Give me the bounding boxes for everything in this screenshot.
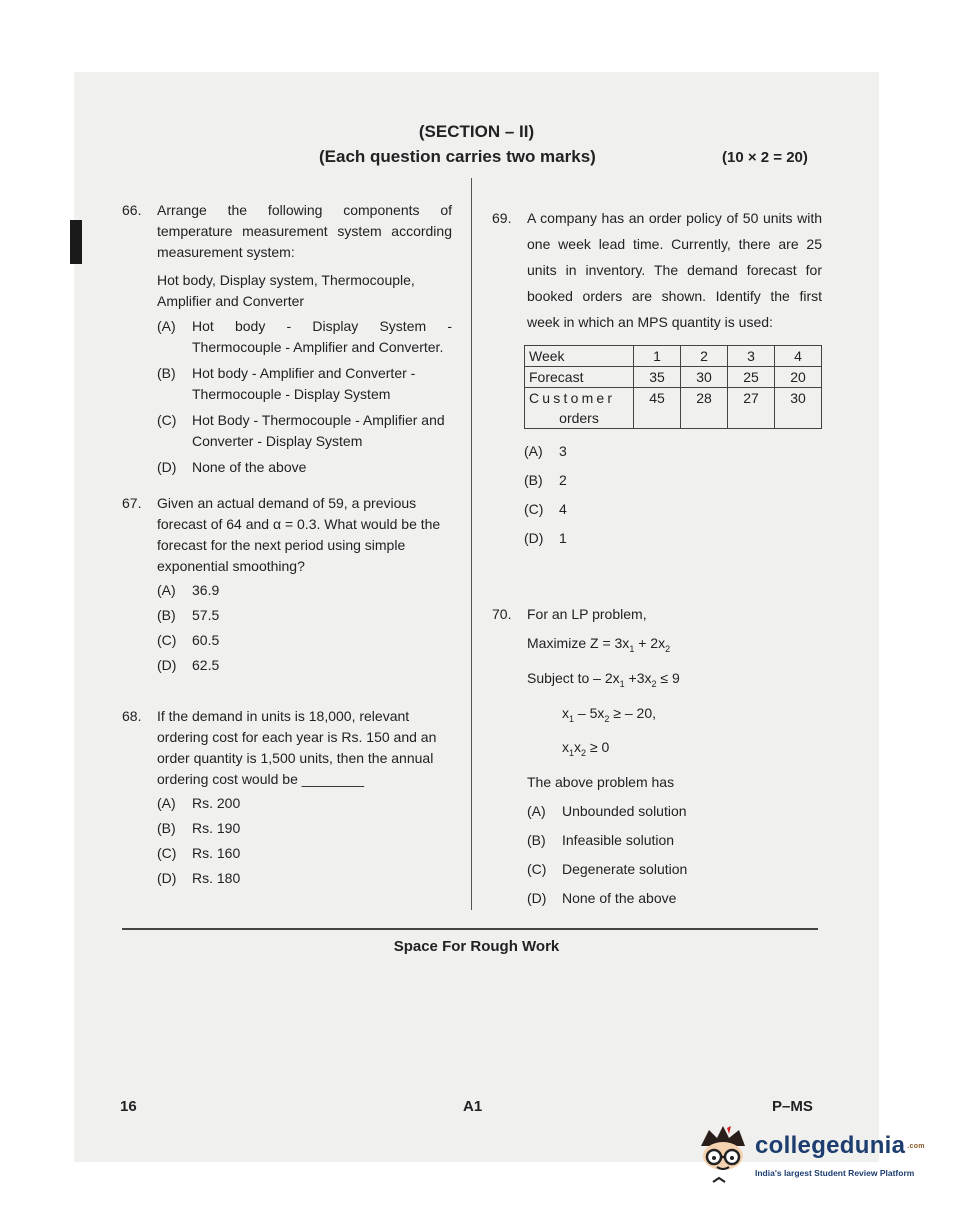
- question-components: Hot body, Display system, Thermocouple, Amplifier and Converter: [157, 272, 415, 309]
- mascot-icon: [695, 1124, 753, 1186]
- table-cell: 30: [681, 367, 728, 388]
- option-text: 60.5: [192, 632, 220, 648]
- question-number: 67.: [122, 495, 142, 511]
- option-c: [157, 630, 452, 651]
- option-text: 4: [559, 501, 567, 517]
- option-label: (B): [157, 365, 176, 381]
- table-cell: 30: [775, 388, 822, 429]
- lp-constraint-2: $x_1 - 5x_2$ ≥ – 20,: [562, 704, 656, 724]
- option-label: (C): [157, 632, 177, 648]
- option-label: (A): [524, 443, 543, 459]
- booklet-code: A1: [463, 1098, 483, 1115]
- lp-objective: Maximize $Z = 3x_1 + 2x_2$: [527, 635, 671, 654]
- table-cell: 2: [681, 346, 728, 367]
- question-67: [122, 493, 452, 676]
- question-number: 68.: [122, 708, 142, 724]
- option-a: [524, 437, 822, 466]
- option-d: [527, 884, 822, 913]
- right-column: [492, 205, 822, 913]
- question-number: 70.: [492, 606, 512, 622]
- question-closing: The above problem has: [527, 774, 675, 791]
- option-text: Rs. 190: [192, 820, 241, 836]
- collegedunia-watermark: [695, 1122, 935, 1192]
- table-cell: 3: [728, 346, 775, 367]
- option-b: [157, 818, 452, 839]
- option-c: [157, 410, 452, 452]
- option-label: (D): [157, 657, 177, 673]
- option-d: [157, 457, 452, 478]
- option-text: Rs. 200: [192, 795, 241, 811]
- table-cell: 35: [634, 367, 681, 388]
- table-cell: 45: [634, 388, 681, 429]
- option-b: [524, 466, 822, 495]
- section-marks: (10 × 2 = 20): [722, 149, 808, 166]
- option-b: [527, 826, 822, 855]
- lp-constraint-3: $x_1x_2 \ge 0$: [562, 739, 610, 759]
- option-label: (B): [157, 820, 176, 836]
- orders-header: [525, 388, 634, 429]
- mps-table: [524, 345, 822, 429]
- option-a: [157, 316, 452, 358]
- table-row: [525, 367, 822, 388]
- option-text: Hot body - Display System - Thermocouple - Amplifier and Converter.: [192, 318, 452, 355]
- option-text: 62.5: [192, 657, 220, 673]
- option-label: (C): [157, 412, 177, 428]
- option-label: (C): [524, 501, 544, 517]
- section-title: (SECTION – II): [418, 122, 535, 141]
- option-b: [157, 605, 452, 626]
- table-cell: 27: [728, 388, 775, 429]
- question-68: [122, 706, 452, 889]
- question-number: 66.: [122, 202, 142, 218]
- option-label: (A): [527, 803, 546, 820]
- option-text: Unbounded solution: [562, 803, 687, 820]
- table-row: [525, 346, 822, 367]
- option-d: [524, 524, 822, 553]
- question-text: If the demand in units is 18,000, relevant ordering cost for each year is Rs. 150 and an order quantity is 1,500 units, then the annual ordering cost would be ________: [157, 708, 437, 787]
- option-label: (D): [157, 870, 177, 886]
- rough-work-label: Space For Rough Work: [393, 938, 560, 955]
- option-label: (B): [157, 607, 176, 623]
- section-subtitle: (Each question carries two marks): [319, 147, 596, 166]
- rough-work-divider: [122, 928, 818, 930]
- question-text: Arrange the following components of temperature measurement system according measurement system:: [157, 202, 452, 260]
- option-a: [157, 793, 452, 814]
- week-header: Week: [525, 346, 634, 367]
- binder-mark: [70, 220, 82, 264]
- option-text: Rs. 180: [192, 870, 241, 886]
- option-label: (D): [157, 459, 177, 475]
- lp-constraint-1: Subject to – $2x_1 +3x_2 \le 9$: [527, 669, 680, 689]
- option-label: (C): [527, 861, 547, 878]
- table-cell: 25: [728, 367, 775, 388]
- option-text: Degenerate solution: [562, 861, 688, 878]
- option-text: None of the above: [562, 890, 677, 907]
- table-cell: 1: [634, 346, 681, 367]
- brand-name: collegedunia .com: [755, 1132, 925, 1159]
- option-text: 57.5: [192, 607, 220, 623]
- table-row: [525, 388, 822, 429]
- option-text: 2: [559, 472, 567, 488]
- option-label: (D): [524, 530, 544, 546]
- question-number: 69.: [492, 210, 512, 226]
- option-label: (B): [524, 472, 543, 488]
- option-text: 3: [559, 443, 567, 459]
- option-c: [527, 855, 822, 884]
- paper-code: P–MS: [772, 1098, 813, 1115]
- option-label: (B): [527, 832, 546, 849]
- option-b: [157, 363, 452, 405]
- option-a: [527, 797, 822, 826]
- option-text: None of the above: [192, 459, 307, 475]
- option-label: (A): [157, 582, 176, 598]
- orders-label: Customer: [529, 390, 616, 406]
- question-66: [122, 200, 452, 478]
- option-text: Hot Body - Thermocouple - Amplifier and Converter - Display System: [192, 412, 445, 449]
- forecast-header: Forecast: [525, 367, 634, 388]
- orders-label: orders: [559, 410, 599, 426]
- left-column: [122, 200, 452, 889]
- option-label: (A): [157, 318, 176, 334]
- brand-tagline: India's largest Student Review Platform: [755, 1168, 915, 1178]
- option-label: (A): [157, 795, 176, 811]
- question-70: [492, 600, 822, 913]
- table-cell: 4: [775, 346, 822, 367]
- question-text: Given an actual demand of 59, a previous forecast of 64 and α = 0.3. What would be the forecast for the next period using simple exponential smoothing?: [157, 495, 441, 574]
- option-label: (D): [527, 890, 547, 907]
- option-d: [157, 655, 452, 676]
- question-text: For an LP problem,: [527, 606, 647, 622]
- option-c: [524, 495, 822, 524]
- option-a: [157, 580, 452, 601]
- option-text: 36.9: [192, 582, 220, 598]
- table-cell: 28: [681, 388, 728, 429]
- question-text: A company has an order policy of 50 units with one week lead time. Currently, there are 25 units in inventory. The demand forecast for booked orders are shown. Identify the first week in which an MPS quantity is used:: [527, 210, 822, 330]
- option-d: [157, 868, 452, 889]
- page-number: 16: [120, 1098, 137, 1115]
- option-text: Rs. 160: [192, 845, 241, 861]
- option-text: Infeasible solution: [562, 832, 675, 849]
- option-text: Hot body - Amplifier and Converter - Thermocouple - Display System: [192, 365, 416, 402]
- option-label: (C): [157, 845, 177, 861]
- table-cell: 20: [775, 367, 822, 388]
- option-text: 1: [559, 530, 567, 546]
- option-c: [157, 843, 452, 864]
- question-69: [492, 205, 822, 553]
- column-divider: [471, 178, 472, 910]
